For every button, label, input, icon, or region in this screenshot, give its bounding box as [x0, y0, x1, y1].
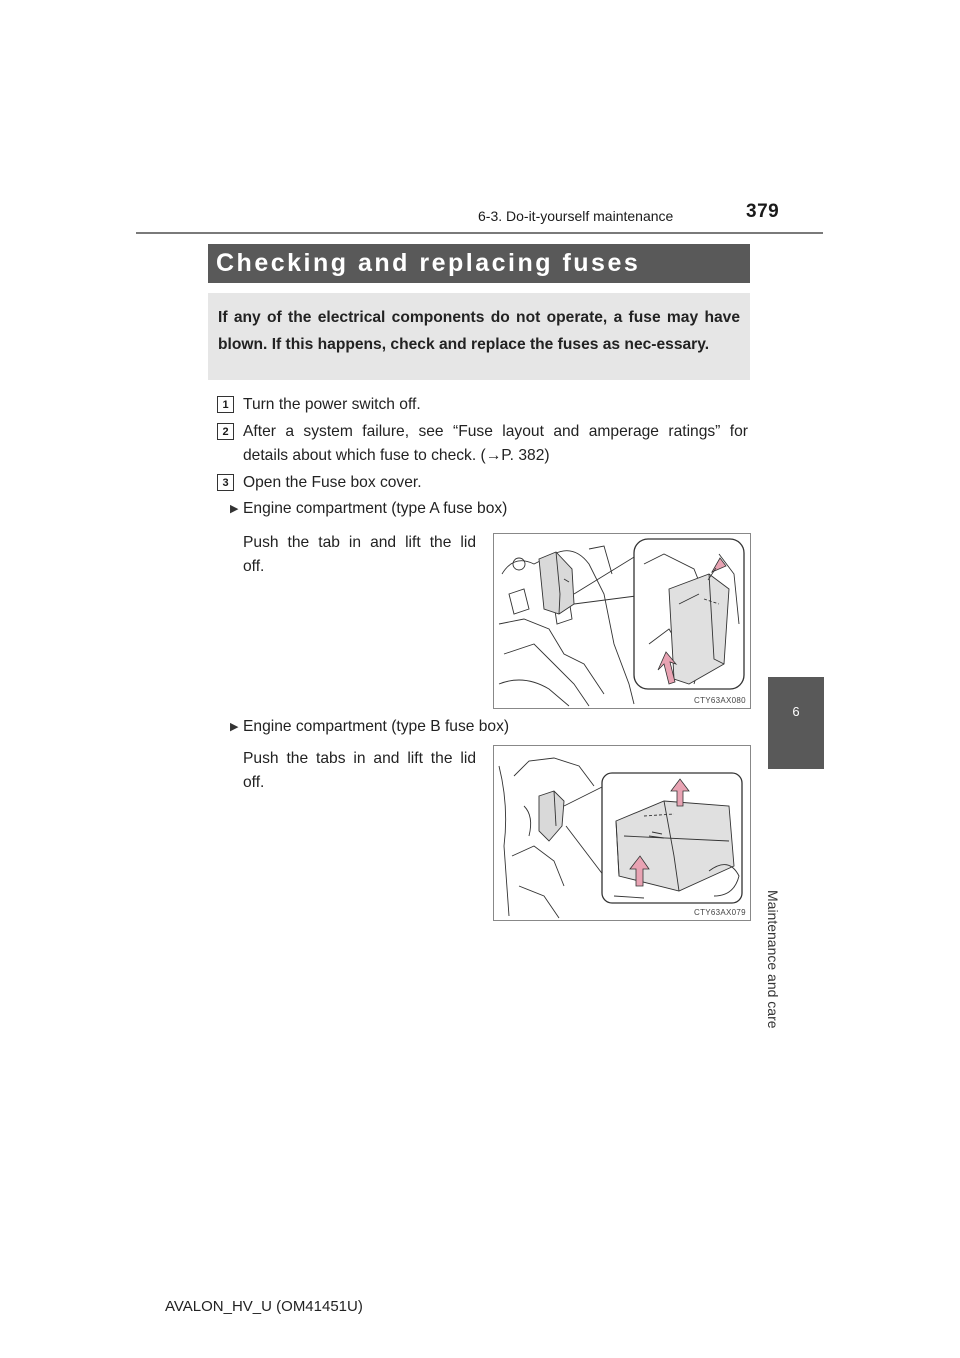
fuse-box-b-heading: Engine compartment (type B fuse box)	[243, 718, 510, 735]
page-number: 379	[746, 201, 780, 222]
fuse-box-a-heading: Engine compartment (type A fuse box)	[243, 500, 508, 517]
chapter-tab-number: 6	[792, 704, 800, 719]
step-2-text-cont: details about which fuse to check. (→P. 382)	[243, 447, 550, 464]
section-path: 6-3. Do-it-yourself maintenance	[478, 208, 674, 224]
step-2-text: After a system failure, see “Fuse layout and amperage ratings” for	[243, 423, 748, 440]
fuse-box-b-instruction-cont: off.	[243, 774, 265, 791]
step-1-text: Turn the power switch off.	[243, 396, 421, 413]
engine-compartment-a-drawing	[494, 534, 750, 708]
fuse-box-b-instruction: Push the tabs in and lift the lid	[243, 750, 476, 767]
figure-b-code: CTY63AX079	[694, 908, 746, 917]
figure-a-code: CTY63AX080	[694, 696, 746, 705]
fuse-box-a-instruction: Push the tab in and lift the lid	[243, 534, 476, 551]
chapter-tab-label: Maintenance and care	[765, 890, 781, 1029]
intro-text: If any of the electrical components do not operate, a fuse may have blown. If this happens, check and replace the fuses as nec-essary.	[218, 309, 740, 353]
fuse-box-b-illustration	[493, 745, 751, 921]
step-3-text: Open the Fuse box cover.	[243, 474, 422, 491]
step-number-3: 3	[217, 474, 234, 491]
chapter-tab	[768, 677, 824, 769]
triangle-bullet-icon: ▶	[230, 721, 239, 733]
intro-box	[208, 293, 750, 380]
fuse-box-a-illustration	[493, 533, 751, 709]
step-number-2: 2	[217, 423, 234, 440]
triangle-bullet-icon: ▶	[230, 503, 239, 515]
footer-document-id: AVALON_HV_U (OM41451U)	[165, 1298, 363, 1315]
step-number-1: 1	[217, 396, 234, 413]
header-divider	[136, 232, 823, 234]
page-title: Checking and replacing fuses	[208, 244, 750, 283]
fuse-box-a-instruction-cont: off.	[243, 558, 265, 575]
engine-compartment-b-drawing	[494, 746, 750, 920]
